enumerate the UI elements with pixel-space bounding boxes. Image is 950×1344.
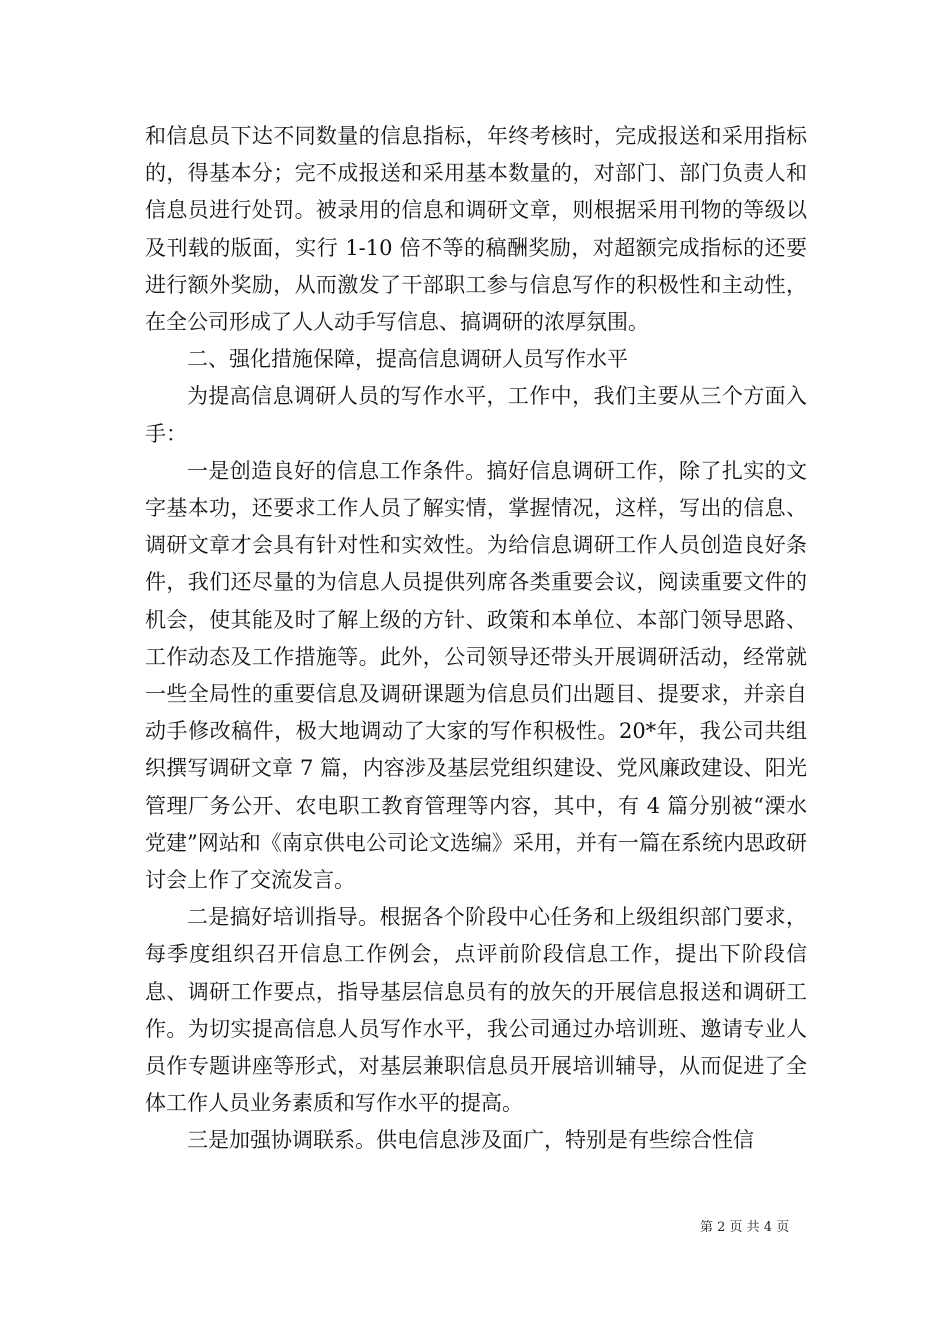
paragraph-point-1: 一是创造良好的信息工作条件。搞好信息调研工作，除了扎实的文字基本功，还要求工作人员了解实情，掌握情况，这样，写出的信息、调研文章才会具有针对性和实效性。为给信息调研工作人员创造良好条件，我们还尽量的为信息人员提供列席各类重要会议，阅读重要文件的机会，使其能及时了解上级的方针、政策和本单位、本部门领导思路、工作动态及工作措施等。此外，公司领导还带头开展调研活动，经常就一些全局性的重要信息及调研课题为信息员们出题目、提要求，并亲自动手修改稿件，极大地调动了大家的写作积极性。20*年，我公司共组织撰写调研文章 7 篇，内容涉及基层党组织建设、党风廉政建设、阳光管理厂务公开、农电职工教育管理等内容，其中，有 4 篇分别被“溧水党建”网站和《南京供电公司论文选编》采用，并有一篇在系统内思政研讨会上作了交流发言。: [145, 458, 807, 893]
section-heading: 二、强化措施保障，提高信息调研人员写作水平: [187, 347, 628, 372]
paragraph-point-2: 二是搞好培训指导。根据各个阶段中心任务和上级组织部门要求，每季度组织召开信息工作例会，点评前阶段信息工作，提出下阶段信息、调研工作要点，指导基层信息员有的放矢的开展信息报送和调研工作。为切实提高信息人员写作水平，我公司通过办培训班、邀请专业人员作专题讲座等形式，对基层兼职信息员开展培训辅导，从而促进了全体工作人员业务素质和写作水平的提高。: [145, 905, 807, 1116]
paragraph-point-3: 三是加强协调联系。供电信息涉及面广，特别是有些综合性信: [187, 1128, 754, 1153]
document-body: [145, 118, 807, 1160]
paragraph-1: 和信息员下达不同数量的信息指标，年终考核时，完成报送和采用指标的，得基本分；完不成报送和采用基本数量的，对部门、部门负责人和信息员进行处罚。被录用的信息和调研文章，则根据采用刊物的等级以及刊载的版面，实行 1-10 倍不等的稿酬奖励，对超额完成指标的还要进行额外奖励，从而激发了干部职工参与信息写作的积极性和主动性，在全公司形成了人人动手写信息、搞调研的浓厚氛围。: [145, 124, 807, 335]
page-number-footer: 第 2 页 共 4 页: [700, 1220, 790, 1235]
paragraph-intro: 为提高信息调研人员的写作水平，工作中，我们主要从三个方面入手：: [145, 384, 807, 446]
